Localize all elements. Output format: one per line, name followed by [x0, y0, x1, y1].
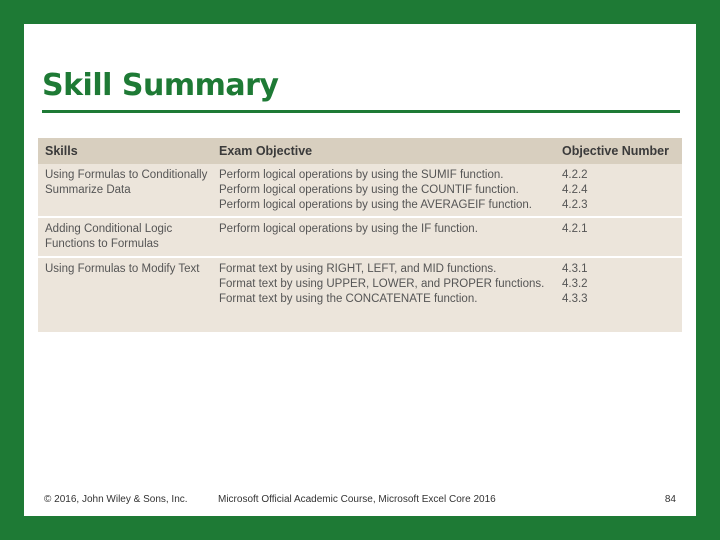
- objective-number-cell: [562, 168, 588, 213]
- table-row: [38, 218, 682, 256]
- footer-course: Microsoft Official Academic Course, Microsoft Excel Core 2016: [218, 494, 496, 505]
- objective-line: Perform logical operations by using the IF function.: [219, 223, 478, 235]
- objective-number: 4.2.4: [562, 184, 588, 196]
- objective-number-cell: [562, 222, 588, 237]
- objective-cell: [219, 262, 544, 307]
- objective-line: Format text by using RIGHT, LEFT, and MID functions.: [219, 263, 497, 275]
- table-row: [38, 164, 682, 216]
- objective-number: 4.3.2: [562, 278, 588, 290]
- header-skills: Skills: [45, 144, 78, 158]
- table-row: [38, 258, 682, 332]
- objective-line: Format text by using UPPER, LOWER, and PROPER functions.: [219, 278, 545, 290]
- objective-line: Perform logical operations by using the SUMIF function.: [219, 169, 504, 181]
- objective-line: Perform logical operations by using the AVERAGEIF function.: [219, 199, 532, 211]
- title-divider: [42, 110, 680, 113]
- objective-number: 4.3.3: [562, 293, 588, 305]
- header-objective-number: Objective Number: [562, 144, 669, 158]
- objective-line: Perform logical operations by using the COUNTIF function.: [219, 184, 519, 196]
- objective-number-cell: [562, 262, 588, 307]
- header-exam-objective: Exam Objective: [219, 144, 313, 158]
- page-number: 84: [664, 494, 676, 505]
- objective-cell: [219, 222, 478, 237]
- objective-line: Format text by using the CONCATENATE function.: [219, 293, 478, 305]
- objective-number: 4.2.2: [562, 169, 588, 181]
- objective-number: 4.3.1: [562, 263, 588, 275]
- skill-cell: Using Formulas to Modify Text: [45, 263, 200, 275]
- table-header-row: [38, 138, 682, 164]
- footer-copyright: © 2016, John Wiley & Sons, Inc.: [44, 494, 188, 505]
- objective-number: 4.2.3: [562, 199, 588, 211]
- skill-cell: Adding Conditional Logic Functions to Formulas: [45, 223, 173, 250]
- skill-summary-table: [38, 138, 682, 332]
- objective-number: 4.2.1: [562, 223, 588, 235]
- skill-cell: Using Formulas to Conditionally Summarize Data: [45, 169, 208, 196]
- slide: [24, 24, 696, 516]
- objective-cell: [219, 168, 532, 213]
- slide-title: Skill Summary: [42, 68, 279, 103]
